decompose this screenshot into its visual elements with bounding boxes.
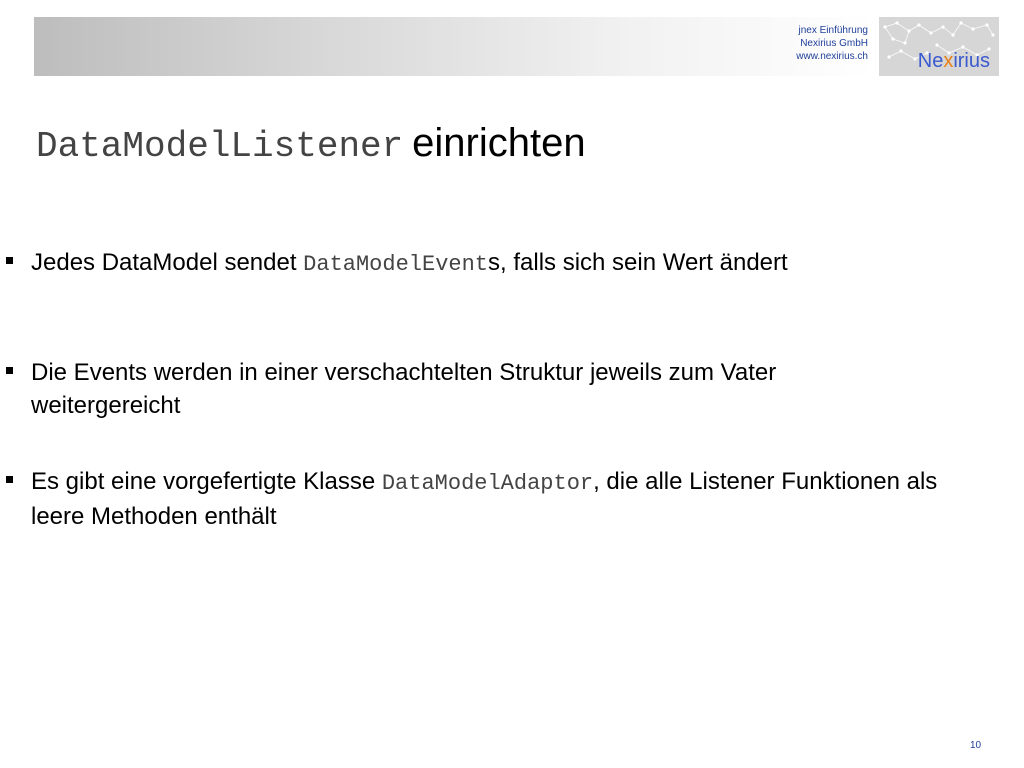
page-number: 10 — [970, 740, 982, 751]
bullet-text — [31, 246, 871, 281]
bullet-square-icon — [6, 257, 13, 264]
bullet-code: DataModelEvent — [303, 252, 489, 277]
bullet-text-before: Es gibt eine vorgefertigte Klasse — [31, 468, 382, 495]
logo-text-suffix: irius — [953, 50, 990, 72]
title-code: DataModelListener — [36, 126, 404, 167]
company-info — [796, 24, 868, 63]
header-line-company: Nexirius GmbH — [800, 38, 868, 49]
nexirius-logo — [879, 17, 999, 76]
bullet-text — [31, 356, 931, 422]
bullet-text-after: s, falls sich sein Wert ändert — [488, 249, 788, 276]
logo-wordmark — [918, 50, 990, 72]
bullet-text-before: Jedes DataModel sendet — [31, 249, 304, 276]
bullet-code: DataModelAdaptor — [381, 471, 594, 496]
logo-text-prefix: Ne — [917, 50, 944, 72]
bullet-text-before: Die Events werden in einer verschachtelten Struktur jeweils zum Vater weitergereicht — [31, 359, 777, 419]
title-word: einrichten — [412, 121, 586, 165]
bullet-text-after: , die alle Listener Funktionen als leere Methoden enthält — [31, 468, 938, 530]
header-band — [34, 17, 874, 76]
header-line-course: jnex Einführung — [798, 25, 868, 36]
header-line-website: www.nexirius.ch — [796, 51, 868, 62]
slide-title — [36, 118, 586, 172]
bullet-text — [31, 465, 946, 533]
bullet-square-icon — [6, 367, 13, 374]
logo-text-accent: x — [943, 50, 954, 72]
bullet-square-icon — [6, 476, 13, 483]
